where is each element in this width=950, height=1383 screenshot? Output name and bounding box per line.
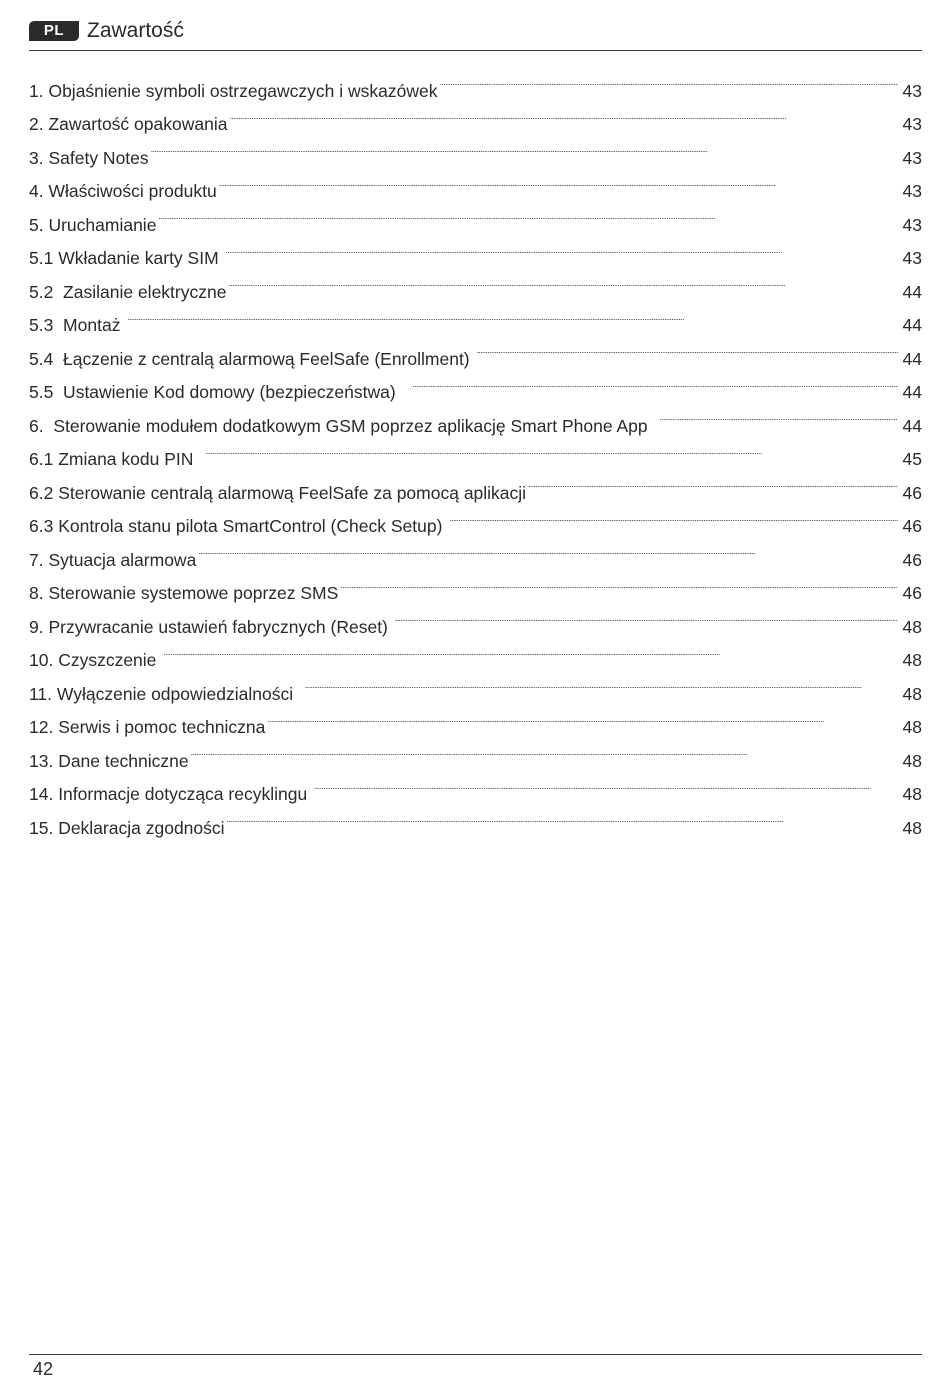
toc-entry[interactable] [29, 666, 922, 704]
toc-entry-page: 48 [902, 784, 922, 804]
toc-entry-page: 43 [902, 181, 922, 201]
toc-entry-label: 3. Safety Notes [29, 147, 149, 168]
page-number: 42 [33, 1359, 54, 1379]
toc-entry-page: 48 [902, 717, 922, 737]
toc-entry[interactable] [29, 298, 922, 335]
dot-leader [340, 566, 898, 600]
dot-leader [151, 130, 898, 164]
dot-leader [198, 532, 898, 566]
toc-entry-label: 15. Deklaracja zgodności [29, 817, 225, 838]
page-title: Zawartość [87, 19, 184, 42]
toc-entry-page: 44 [902, 315, 922, 335]
dot-leader [229, 97, 898, 131]
toc-entry-label: 14. Informacje dotycząca recyklingu [29, 784, 313, 804]
toc-entry[interactable] [29, 164, 922, 201]
dot-leader [477, 331, 899, 365]
toc-entry-page: 48 [902, 683, 922, 704]
toc-entry-label: 4. Właściwości produktu [29, 181, 217, 201]
toc-entry[interactable] [29, 231, 922, 268]
toc-entry-label: 5.1 Wkładanie karty SIM [29, 248, 224, 268]
toc-entry-page: 44 [902, 415, 922, 436]
dot-leader [305, 666, 898, 700]
toc-entry-label: 9. Przywracanie ustawień fabrycznych (Reset) [29, 616, 393, 637]
dot-leader [267, 700, 898, 734]
toc-entry-page: 43 [902, 80, 922, 101]
toc-entry-label: 7. Sytuacja alarmowa [29, 549, 197, 570]
dot-leader [227, 800, 898, 834]
dot-leader [226, 231, 898, 265]
toc-entry-page: 43 [902, 214, 922, 235]
dot-leader [395, 599, 898, 633]
footer-divider [29, 1354, 922, 1355]
toc-entry-label: 11. Wyłączenie odpowiedzialności [29, 683, 303, 704]
toc-entry-label: 5.3 Montaż [29, 315, 126, 335]
toc-entry-label: 13. Dane techniczne [29, 750, 189, 771]
toc-entry-page: 46 [902, 516, 922, 536]
dot-leader [314, 767, 898, 801]
dot-leader [219, 164, 898, 198]
toc-entry-label: 6.2 Sterowanie centralą alarmową FeelSafe za pomocą aplikacji [29, 482, 527, 503]
toc-entry-page: 43 [902, 248, 922, 268]
table-of-contents [29, 63, 922, 838]
toc-entry[interactable] [29, 331, 922, 369]
toc-entry-page: 44 [902, 382, 922, 402]
dot-leader [228, 264, 898, 298]
toc-entry-label: 5.5 Ustawienie Kod domowy (bezpieczeństwa) [29, 382, 411, 402]
dot-leader [659, 398, 898, 432]
toc-entry-page: 48 [902, 817, 922, 838]
toc-entry-label: 2. Zawartość opakowania [29, 114, 228, 134]
toc-entry-label: 6.1 Zmiana kodu PIN [29, 449, 204, 469]
toc-entry-label: 5.4 Łączenie z centralą alarmową FeelSafe (Enrollment) [29, 348, 475, 369]
page-header [29, 16, 922, 51]
dot-leader [158, 197, 898, 231]
toc-entry-page: 46 [902, 549, 922, 570]
toc-entry-label: 1. Objaśnienie symboli ostrzegawczych i wskazówek [29, 80, 438, 101]
dot-leader [528, 465, 898, 499]
toc-entry[interactable] [29, 63, 922, 101]
toc-entry-page: 48 [902, 750, 922, 771]
toc-entry-page: 46 [902, 583, 922, 603]
toc-entry[interactable] [29, 197, 922, 235]
dot-leader [191, 733, 898, 767]
toc-entry-page: 48 [902, 650, 922, 670]
toc-entry-page: 43 [902, 114, 922, 134]
toc-entry-label: 12. Serwis i pomoc techniczna [29, 717, 266, 737]
toc-entry-page: 46 [902, 482, 922, 503]
dot-leader [449, 499, 898, 533]
toc-entry-page: 45 [902, 449, 922, 469]
toc-entry-label: 6.3 Kontrola stanu pilota SmartControl (Check Setup) [29, 516, 448, 536]
toc-entry-page: 43 [902, 147, 922, 168]
toc-entry-page: 44 [902, 348, 922, 369]
toc-entry-page: 48 [902, 616, 922, 637]
dot-leader [412, 365, 898, 399]
toc-entry-label: 8. Sterowanie systemowe poprzez SMS [29, 583, 339, 603]
toc-entry[interactable] [29, 130, 922, 168]
toc-entry-label: 10. Czyszczenie [29, 650, 162, 670]
dot-leader [440, 63, 899, 97]
toc-entry-label: 6. Sterowanie modułem dodatkowym GSM poprzez aplikację Smart Phone App [29, 415, 658, 436]
dot-leader [127, 298, 898, 332]
toc-entry-label: 5. Uruchamianie [29, 214, 157, 235]
toc-entry[interactable] [29, 633, 922, 670]
toc-entry-page: 44 [902, 281, 922, 302]
language-badge: PL [29, 21, 79, 41]
dot-leader [163, 633, 898, 667]
dot-leader [205, 432, 898, 466]
toc-entry-label: 5.2 Zasilanie elektryczne [29, 281, 227, 302]
